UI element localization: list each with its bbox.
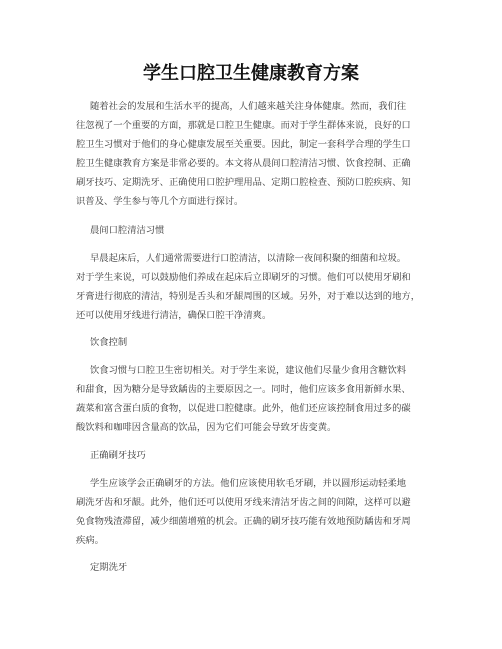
section-heading: 定期洗牙 <box>90 562 128 573</box>
paragraph-line: 和甜食，因为糖分是导致龋齿的主要原因之一。同时，他们应该多食用新鲜水果、 <box>76 384 411 395</box>
paragraph-line: 牙膏进行彻底的清洁，特别是舌头和牙龈周围的区域。另外，对于难以达到的地方， <box>76 291 420 302</box>
paragraph-line: 学生应该学会正确刷牙的方法。他们应该使用软毛牙刷，并以圆形运动轻柔地 <box>90 478 407 489</box>
paragraph-line: 对于学生来说，可以鼓励他们养成在起床后立即刷牙的习惯。他们可以使用牙刷和 <box>76 272 411 283</box>
paragraph-line: 随着社会的发展和生活水平的提高，人们越来越关注身体健康。然而，我们往 <box>90 101 407 112</box>
paragraph-line: 酸饮料和咖啡因含量高的饮品，因为它们可能会导致牙齿变黄。 <box>76 422 337 433</box>
paragraph-line: 识普及、学生参与等几个方面进行探讨。 <box>76 196 244 207</box>
section-heading: 正确刷牙技巧 <box>90 450 146 461</box>
paragraph-line: 刷牙技巧、定期洗牙、正确使用口腔护理用品、定期口腔检查、预防口腔疾病、知 <box>76 177 411 188</box>
paragraph-line: 往忽视了一个重要的方面，那就是口腔卫生健康。而对于学生群体来说，良好的口 <box>76 120 411 131</box>
paragraph-line: 腔卫生习惯对于他们的身心健康发展至关重要。因此，制定一套科学合理的学生口 <box>76 139 411 150</box>
paragraph-line: 饮食习惯与口腔卫生密切相关。对于学生来说，建议他们尽量少食用含糖饮料 <box>90 365 407 376</box>
paragraph-line: 疾病。 <box>76 535 104 546</box>
paragraph-line: 免食物残渣滞留，减少细菌增殖的机会。正确的刷牙技巧能有效地预防龋齿和牙周 <box>76 516 411 527</box>
paragraph-line: 还可以使用牙线进行清洁，确保口腔干净清爽。 <box>76 310 272 321</box>
paragraph-line: 刷洗牙齿和牙龈。此外，他们还可以使用牙线来清洁牙齿之间的间隙，这样可以避 <box>76 497 411 508</box>
paragraph-line: 腔卫生健康教育方案是非常必要的。本文将从晨间口腔清洁习惯、饮食控制、正确 <box>76 158 411 169</box>
section-heading: 晨间口腔清洁习惯 <box>90 225 165 236</box>
document-title: 学生口腔卫生健康教育方案 <box>143 63 359 84</box>
paragraph-line: 早晨起床后，人们通常需要进行口腔清洁，以清除一夜间积聚的细菌和垃圾。 <box>90 253 407 264</box>
paragraph-line: 蔬菜和富含蛋白质的食物，以促进口腔健康。此外，他们还应该控制食用过多的碳 <box>76 403 411 414</box>
section-heading: 饮食控制 <box>90 337 128 348</box>
